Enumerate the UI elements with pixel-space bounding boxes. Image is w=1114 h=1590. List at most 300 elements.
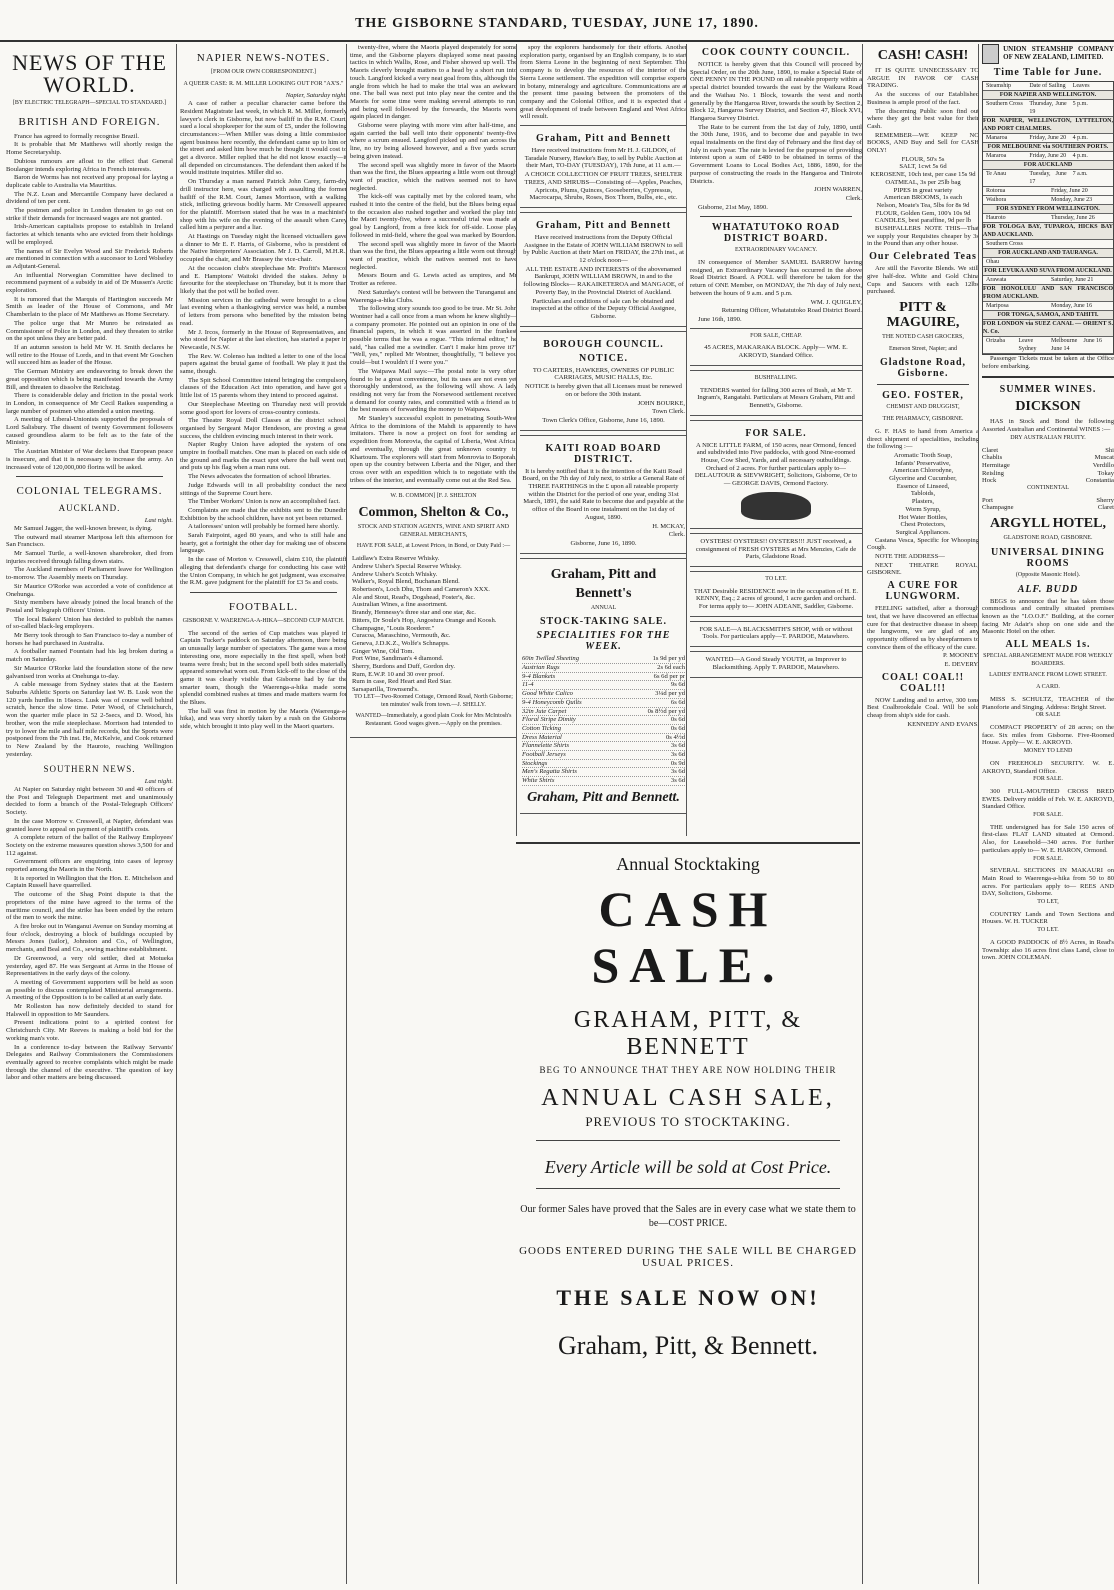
speciality-row — [522, 664, 685, 673]
article-paragraph: The Spit School Committee intend bringing the compulsory clauses of the Education Act into operation, and have got a little list of 15 parents whom they intend to proceed against. — [180, 376, 347, 400]
coal-body: NOW Landing and to arrive, 300 tons Best Coalbrookdale Coal. Will be sold cheap from ship's side for cash. — [867, 696, 979, 720]
speciality-row — [522, 777, 685, 786]
speciality-name: Football Jerseys — [522, 751, 566, 759]
divider — [982, 376, 1114, 378]
speciality-price: 1s 9d per yd — [652, 655, 685, 663]
section-colonial-telegrams: COLONIAL TELEGRAMS. — [16, 485, 163, 498]
column-6 — [862, 44, 979, 1584]
sale3: THE undersigned has for Sale 150 acres of first-class FLAT LAND situated at Ormond. Also, for Leasehold—340 acres. For further particulars apply to— W. E. HARON, Ormond. — [982, 823, 1114, 854]
auckland-date: Last night. — [144, 517, 173, 525]
article-paragraph: Dubious rumours are afloat to the effect that General Boulanger intends exploring Africa in French interests. — [6, 157, 173, 173]
farm-title: FOR SALE. — [745, 427, 807, 439]
speciality-price: 2s 6d each — [657, 664, 685, 672]
common-shelton-item: Robertson's, Loch Dhu, Thom and Cameron's XXX. — [352, 586, 490, 593]
speciality-name: White Shirts — [522, 777, 555, 785]
timetable-cell: Mariposa — [986, 303, 1009, 309]
cook-county-sign: JOHN WARREN, — [814, 186, 862, 194]
cook-county-role: Clerk. — [845, 194, 862, 202]
foster-item: Aromatic Tooth Soap, — [893, 451, 953, 459]
ad-graham-pitt-bennett-1 — [520, 125, 687, 208]
speciality-name: Dress Material — [522, 733, 562, 741]
column-7 — [978, 44, 1114, 1584]
meals: ALL MEALS 1s. — [1005, 639, 1091, 651]
makaraka-body: 45 ACRES, MAKARAKA BLOCK. Apply— WM. E. AKROYD, Standard Office. — [704, 344, 848, 360]
firm-name: GRAHAM, PITT, & BENNETT — [573, 1007, 803, 1060]
speciality-name: Cotton Ticking — [522, 724, 562, 732]
sale3-title: FOR SALE. — [1033, 812, 1063, 819]
foster-3: THE PHARMACY, GISBORNE. — [882, 416, 964, 423]
southern-date: Last night. — [144, 778, 173, 786]
wine-left: Chablis — [982, 454, 1003, 462]
article-paragraph: France has agreed to formally recognise Brazil. — [14, 132, 140, 140]
ad-bushfalling — [690, 370, 862, 416]
common-shelton-title: Common, Shelton & Co., — [358, 505, 509, 521]
article-paragraph: The Waipawa Mail says:—The postal note is very often found to be a great convenience, but its uses are not even yet thoroughly understood, as the following will show. A lady residing not very far from the Norsewood settlement received a demand for county rates, and committed with a friend as to the best means of forwarding the money to Waipawa. — [350, 367, 517, 414]
article-paragraph: The Austrian Minister of War declares that European peace is insecure, and that it is necessary to increase the army. An increased vote of 120,000,000 florins will be asked. — [6, 448, 173, 471]
wine-right: Muscat — [1094, 454, 1114, 462]
stocktaking-line2: Bennett's — [575, 585, 632, 601]
wine-row — [982, 462, 1114, 470]
note-address-2: NEXT THEATRE ROYAL, GISBORNE. — [867, 561, 979, 577]
article-paragraph: The German Ministry are endeavoring to break down the great opposition which is being manifested towards the Army Bill, and threaten to dissolve the Reichstag. — [6, 368, 173, 391]
timetable-cell: Southern Cross — [986, 101, 1023, 107]
wanted-cook: WANTED—Immediately, a good plain Cook for Mrs McIntosh's Restaurant. Good wages given.—Apply on the premises. — [355, 713, 512, 727]
masthead — [0, 0, 1114, 42]
foster-title: GEO. FOSTER, — [882, 390, 964, 402]
speciality-row — [522, 768, 685, 777]
article-paragraph: Mission services in the cathedral were brought to a close last evening when a thanksgiving service was held, a number of letters from persons who benefited by the mission being read. — [180, 296, 347, 327]
speciality-name: Floral Stripe Dimity — [522, 716, 576, 724]
sheep-illustration — [741, 492, 811, 520]
universal: UNIVERSAL DINING ROOMS — [990, 546, 1106, 569]
speciality-row — [522, 699, 685, 708]
column-4 — [516, 44, 687, 836]
farm-body: A NICE LITTLE FARM, of 150 acres, near Ormond, fenced and subdivided into Five paddocks, with good Nine-roomed House, Cow Shed, Yards, and all necessary outbuildings. Orchard of 2 acres. For further particulars apply to— DELAUTOUR & SIEVWRIGHT, Solicitors, Gisborne, Or to— GEORGE DAVIS, Ormond Factory. — [694, 441, 858, 488]
article-paragraph: Napier Rugby Union have adopted the system of one umpire in football matches. One man is placed on each side of the ground and marks the exact spot where the ball went out, and puts up his flag when a man runs out. — [180, 441, 347, 472]
stocktaking-ad — [520, 558, 687, 814]
column-2 — [176, 44, 347, 1584]
cook-county-title: COOK COUNTY COUNCIL. — [701, 47, 851, 58]
stocktaking-footer: Graham, Pitt and Bennett. — [527, 789, 680, 805]
pitt-maguire: PITT & MAGUIRE, — [886, 299, 960, 330]
timetable-cell: Orizaba — [986, 338, 1005, 344]
wine-left: Hock — [982, 477, 997, 485]
wine-right: Constantia — [1085, 477, 1114, 485]
article-paragraph: A meeting of Liberal-Unionists supported the proposals of Lord Salisbury. The dissent of twenty Government followers caused groundless alarm to be felt as to the fate of the Ministry. — [6, 416, 173, 447]
article-paragraph: A meeting of Government supporters will be held as soon as possible to discuss contemplated Ministerial arrangements. A meeting of the Opposition is to be called at an early date. — [6, 978, 173, 1002]
foster-item: Worm Syrup, — [905, 505, 941, 513]
napier-articles — [180, 100, 347, 587]
borough-council-notice — [520, 331, 687, 431]
napier-lead: A QUEER CASE: R. M. MILLER LOOKING OUT FOR "AX'S." — [183, 80, 344, 87]
price-item: SALT, 1cwt 5s 6d — [899, 163, 947, 171]
schultz: MISS S. SCHULTZ, TEACHER of the Pianoforte and Singing. Address: Bright Street. — [982, 695, 1114, 711]
article-paragraph: Gisborne were playing with more vim after half-time, and again carried the ball well into their opponents' twenty-five where a scrum ensued. Langford picked up and ran across the line, no try being allowed however, and a five yards scrum being given instead. — [350, 122, 517, 160]
speciality-name: 9-4 Blankets — [522, 672, 556, 680]
coal-sign: KENNEDY AND EVANS. — [907, 720, 979, 728]
article-paragraph: Present indications point to a spirited contest for Christchurch City. Mr Reeves is making a bold bid for the working man's vote. — [6, 1019, 173, 1042]
timetable-row — [983, 337, 1113, 354]
stocktaking-line4: STOCK-TAKING SALE. — [539, 616, 668, 628]
speciality-row — [522, 708, 685, 717]
article-paragraph: The following story sounds too good to be true. Mr St. John Wontner had a call once from a man whom he knew slightly—a company promoter. He pointed out an opinion in one of the financial papers, in which it was asserted in the frankest possible terms that he was a rogue. "This infernal editor," he said, "has called me a swindler. Can't I make him prove it?" "Well, yes," replied Mr Wontner, thoughtfully, "I believe you could—but I wouldn't if I were you." — [350, 305, 517, 367]
borough-body: NOTICE is hereby given that all Licenses must be renewed on or before the 30th instant. — [525, 383, 682, 398]
lungworm-title: A CURE FOR LUNGWORM. — [885, 580, 961, 603]
timetable-cell: Southern Cross — [986, 241, 1023, 247]
cost-price-line: Every Article will be sold at Cost Price. — [544, 1157, 832, 1177]
lungworm-sign2: E. DEVERY. — [944, 661, 979, 669]
divider — [16, 476, 163, 477]
timetable-cell: June 16 — [1083, 338, 1102, 344]
common-shelton-item: Sarsaparilla, Townsend's. — [352, 686, 419, 694]
annual-cash-sale: ANNUAL CASH SALE, — [541, 1085, 835, 1111]
timetable-cell: Thursday, June 26 — [1051, 215, 1095, 221]
divider — [877, 384, 969, 385]
price-item: OATMEAL, 3s per 25lb bag — [885, 178, 961, 186]
ad1-title: Graham, Pitt and Bennett — [535, 133, 672, 145]
wine-row — [982, 447, 1114, 455]
speciality-row — [522, 681, 685, 690]
timetable-cell: Rotorua — [986, 188, 1006, 194]
speciality-price: 9s 6d — [670, 681, 685, 689]
speciality-name: Good White Calico — [522, 690, 573, 698]
price-item: American BROOMS, 1s each — [883, 194, 963, 202]
column-5 — [686, 44, 862, 836]
continental-list — [982, 497, 1114, 512]
timetable-row — [983, 240, 1113, 249]
common-shelton-item: Walker's, Royal Blend, Buchanan Blend. — [352, 578, 460, 586]
article-paragraph: Baron de Worms has not received any proposal for laying a duplicate cable to Australia via Mauritius. — [6, 174, 173, 189]
castana: Castana Vesca, Specific for Whooping Cough. — [867, 536, 979, 552]
foster-4: G. F. HAS to hand from America a direct shipment of specialities, including the following :— — [867, 427, 979, 451]
previous-line: PREVIOUS TO STOCKTAKING. — [585, 1114, 791, 1129]
sale1-title: OR SALE — [1035, 712, 1061, 719]
kaiti-body: It is hereby notified that it is the intention of the Kaiti Road Board, on the 7th day of July next, to strike a General Rate of THREE FARTHINGS in the £ upon all rateable property within the District for the period of one year, ending 31st March, 1891, the said Rate to become due and payable at the office of the Board in one instalment on the 1st day of August, 1890. — [522, 467, 685, 521]
timetable-cell: Arawata — [986, 277, 1007, 283]
kaiti-title: KAITI ROAD BOARD DISTRICT. — [545, 442, 662, 465]
pitt-maguire-2: THE NOTED CASH GROCERS, — [882, 333, 964, 340]
cash4: REMEMBER—WE KEEP NO BOOKS, AND Buy and Sell for CASH ONLY! — [867, 131, 979, 155]
common-shelton-sub: STOCK AND STATION AGENTS, WINE AND SPIRIT AND GENERAL MERCHANTS, — [357, 524, 510, 538]
article-paragraph: Mr Samuel Jagger, the well-known brewer, is dying. — [14, 524, 153, 532]
foster-item: Plasters, — [911, 498, 935, 506]
article-paragraph: Mr Samuel Turtle, a well-known sharebroker, died from injuries received through falling down stairs. — [6, 550, 173, 565]
timetable-group-head: FOR NAPIER AND WELLINGTON. — [983, 91, 1113, 100]
wine-right: Tokay — [1097, 469, 1114, 477]
borough-title: BOROUGH COUNCIL. — [543, 338, 664, 350]
budd-body: BEGS to announce that he has taken those commodious and centrally situated premises known as the "I.O.O.F." Building, at the corner facing Mr Adair's shop on one side and the Masonic Hotel on the other. — [982, 597, 1114, 636]
timetable-group-head: FOR AUCKLAND AND TAURANGA. — [983, 249, 1113, 258]
price-list — [867, 156, 979, 225]
annual-heading: Annual Stocktaking — [616, 854, 760, 874]
speciality-row — [522, 725, 685, 734]
article-paragraph: A fire broke out in Wanganui Avenue on Sunday morning at four o'clock, destroying a block of buildings occupied by Messrs Jones (tailor), Johnston and Co., of Wellington, merchants, and Beal and Co., sewing machine establishment. — [6, 922, 173, 954]
timetable-cell: Hauroto — [986, 215, 1006, 221]
article-paragraph: The N.Z. Loan and Mercantile Company have declared a dividend of ten per cent. — [6, 190, 173, 206]
article-paragraph: An influential Norwegian Committee have declined to recommend payment of a subsidy in aid of Dr Mussen's Arctic exploration. — [6, 271, 173, 295]
speciality-name: 32in Jute Carpet — [522, 707, 567, 715]
common-shelton-item: Curacoa, Maraschino, Vermouth, &c. — [352, 632, 451, 640]
cook-county-body2: The Rate to be current from the 1st day of July, 1890, until the 30th June, 1916, and to become due and payable in two equal instalments on the first day of February and the first day of July in each year. The rate is levied for the purpose of providing interest upon a sum of £480 to be obtained in terms of the Government Loans to Local Bodies Act, 1886, 1890, for the purpose of constructing the roads in the Hangaroa and Tiniroto Districts. — [690, 123, 862, 185]
summer-wines: SUMMER WINES. — [999, 384, 1097, 396]
kaiti-role: Clerk. — [668, 531, 685, 539]
common-shelton-item: Brandy, Hennessy's three star and one star, &c. — [352, 609, 476, 617]
article-paragraph: There is considerable delay and friction in the postal work in London, in consequence of Mr Cecil Raikes suspending a large number of postmen who attended a union meeting. — [6, 392, 173, 415]
cash-cash-title: CASH! CASH! — [877, 48, 969, 63]
common-shelton-item: Bitters, Dr Soule's Hop, Angostura Orange and Koosh. — [352, 616, 497, 624]
bushfalling-body: TENDERS wanted for falling 300 acres of Bush, at Mr T. Ingram's, Rangatahi. Particulars at Messrs Graham, Pitt and Bennett's, Gisborne. — [697, 386, 855, 409]
article-paragraph: It is rumored that the Marquis of Hartington succeeds Mr Smith as leader of the House of Commons, and Mr Chamberlain to the place of Mr Matthews as Home Secretary. — [6, 295, 173, 319]
divider — [536, 1140, 840, 1141]
ad2-title: Graham, Pitt and Bennett — [535, 219, 672, 231]
foster-2: CHEMIST AND DRUGGIST, — [886, 404, 960, 411]
timetable-cell: Melbourne June 14 — [1051, 338, 1078, 352]
price-item: Nelson, Moate's Tea, 5lbs for 8s 9d — [876, 201, 970, 209]
article-paragraph: Sir Maurice O'Rorke laid the foundation stone of the new galvanised iron works at Onehunga to-day. — [6, 664, 173, 680]
timetable-group-head: FOR MELBOURNE via SOUTHERN PORTS. — [983, 143, 1113, 152]
bushfalling-title: BUSHFALLING. — [754, 374, 798, 381]
speciality-row — [522, 751, 685, 760]
article-paragraph: At Hastings on Tuesday night the licensed victuallers gave a dinner to Mr E. F. Harris, of Gisborne, who is president of the Native Interpreters' Association. Mr J. D. Carroll, M.H.R., occupied the chair, and Mr Brassey the vice-chair. — [180, 233, 347, 264]
speciality-price: 3s 6d — [670, 742, 685, 750]
kaiti-notice — [520, 435, 687, 554]
news-of-the-world-title: NEWS OF THE WORLD. — [12, 50, 167, 97]
timetable-col-header: Date of Sailing — [1029, 83, 1066, 89]
timetable-cell: Friday, June 20 — [1029, 135, 1067, 141]
annual-stocktaking-ad — [516, 842, 860, 1578]
article-paragraph: The outward mail steamer Mariposa left this afternoon for San Francisco. — [6, 533, 173, 549]
let1: COUNTRY Lands and Town Sections and Houses. W. H. TUCKER — [982, 910, 1114, 926]
common-shelton-item: Laidlaw's Extra Reserve Whisky. — [352, 555, 440, 563]
speciality-price: 0s 6d — [670, 716, 685, 724]
article-paragraph: In the case of Morton v. Cresswell, claim £10, the plaintiff alleging that defendant's charge for conducting his case with the Union Company, in which he got judgment, was excessive, the R.M. gave judgment for the plaintiff for £3 5s and costs. — [180, 556, 347, 587]
whatatutoko-date: June 16th, 1890. — [698, 315, 742, 323]
common-shelton-item: Champagne, "Louis Roederer." — [352, 624, 435, 632]
article-paragraph: A tailoresses' union will probably be formed here shortly. — [188, 523, 340, 531]
former-sales-line: Our former Sales have proved that the Sales are in every case what we state them to be—COST PRICE. — [520, 1204, 856, 1229]
ad2-note: Particulars and conditions of sale can be obtained and inspected at the office of the Deputy Official Assignee, Gisborne. — [531, 297, 676, 320]
article-paragraph: It is reported in Wellington that the Hon. E. Mitchelson and Captain Russell have quarrelled. — [6, 874, 173, 890]
ad1-items: A CHOICE COLLECTION OF FRUIT TREES, SHELTER TREES, AND SHRUBS—Consisting of—Apples, Peaches, Apricots, Plums, Quinces, Gooseberries, Cypressus, Macrocarpa, Shrubs, Roses, Box Thorn, Bulbs, etc., etc. — [524, 171, 683, 202]
makaraka-title: FOR SALE, CHEAP. — [750, 332, 802, 339]
football-match: GISBORNE V. WAERENGA-A-HIKA—SECOND CUP MATCH. — [182, 618, 345, 624]
speciality-price: 3s 6d — [670, 751, 685, 759]
speciality-row — [522, 734, 685, 743]
speciality-price: 3s 6d — [670, 777, 685, 785]
article-paragraph: Next Saturday's contest will be between the Turanganui and Waerenga-a-hika Clubs. — [350, 288, 517, 304]
ad1-body: Have received instructions from Mr H. J. GILDON, of Taradale Nursery, Hawke's Bay, to sell by Public Auction at their Mart, TO-DAY (TUESDAY), 17th June, at 11 a.m.— — [524, 147, 683, 170]
sale2: 300 FULL-MOUTHED CROSS BRED EWES. Delivery middle of Feb. W. E. AKROYD, Standard Office. — [982, 787, 1114, 811]
budd: ALF. BUDD — [1017, 583, 1079, 595]
price-item: FLOUR, Golden Gem, 100's 10s 9d — [875, 209, 971, 217]
timetable-group-head: FOR LEVUKA AND SUVA FROM AUCKLAND. — [984, 268, 1112, 274]
price-item: FLOUR, 50's 5s — [901, 155, 945, 163]
timetable-cell: Saturday, June 21 — [1051, 277, 1094, 283]
speciality-name: 11-4 — [522, 681, 534, 689]
stocktaking-line1: Graham, Pitt and — [550, 566, 657, 582]
timetable-row — [983, 152, 1113, 161]
dickson-body: HAS in Stock and Bond the following Assorted Australian and Continental WINES :— — [982, 418, 1114, 434]
whatatutoko-sign: WM. J. QUIGLEY, — [810, 298, 862, 306]
article-paragraph: Irish-American capitalists propose to establish in Ireland factories at which tenants who are evicted from their holdings will be employed. — [6, 223, 173, 246]
article-paragraph: The postmen and police in London threaten to go out on strike if their demands for increased wages are not granted. — [6, 207, 173, 222]
speciality-price: 6s 6d — [670, 698, 685, 706]
lungworm-sign1: P. MOONEY. — [943, 652, 979, 660]
firm-signature: Graham, Pitt, & Bennett. — [558, 1331, 818, 1360]
common-shelton-item: Ginger Wine, Old Tom. — [352, 647, 415, 655]
timetable-cell: 4 p.m. — [1072, 135, 1088, 141]
article-paragraph: Dr Greenwood, a very old settler, died at Motueka yesterday, aged 87. He was Sergeant at Arms in the House of Representatives in the early days of the colony. — [6, 954, 173, 978]
article-paragraph: The local Bakers' Union has decided to publish the names of so-called black-leg employers. — [6, 615, 173, 631]
article-paragraph: The Auckland members of Parliament leave for Wellington to-morrow. The Assembly meets on Thursday. — [6, 566, 173, 582]
timetable-cell: Tuesday, June 17 — [1029, 171, 1067, 185]
blacksmith-body: FOR SALE—A BLACKSMITH'S SHOP, with or without Tools. For particulars apply—T. PARDOE, Matawhero. — [699, 625, 853, 641]
article-paragraph: The names of Sir Evelyn Wood and Sir Frederick Roberts are mentioned in connection with a successor to Lord Wolseley as Adjutant-General. — [6, 247, 173, 270]
continental: CONTINENTAL — [1027, 485, 1069, 492]
byline: [BY ELECTRIC TELEGRAPH—SPECIAL TO STANDARD.] — [12, 100, 167, 106]
timetable-cell: Leave Sydney — [1018, 338, 1037, 352]
timetable-col-header: Steamship — [986, 83, 1011, 89]
dickson: DICKSON — [1015, 399, 1081, 415]
speciality-name: Austrian Rugs — [522, 664, 560, 672]
timetable-row — [983, 276, 1113, 285]
column-3 — [346, 44, 517, 1584]
common-shelton-item: Ale and Stout, Read's, Dogshead, Foster's, &c. — [352, 593, 476, 601]
article-paragraph: Mr Rolleston has now definitely decided to stand for Halswell in opposition to Mr Saunders. — [6, 1003, 173, 1018]
common-shelton-item: Sherry, Burdons and Duff, Gordon dry. — [352, 663, 456, 671]
wine-right: Claret — [1097, 504, 1114, 512]
common-shelton-item: Port Wine, Sandiman's 4 diamond. — [352, 655, 444, 663]
article-paragraph: Government officers are enquiring into cases of leprosy reported among the Maoris in the North. — [6, 858, 173, 874]
article-paragraph: The Timber Workers' Union is now an accomplished fact. — [188, 498, 340, 506]
column-1 — [6, 44, 173, 1584]
stocktaking-line5: SPECIALITIES FOR THE WEEK. — [536, 630, 671, 653]
article-paragraph: At the occasion club's steeplechase Mr. Profitt's Marescoi and E. Hamptons' Waitoki divided the stakes. Jehny is favourite for the steeplechase on Thursday, but it is more than likely that the pot will be boiled over. — [180, 264, 347, 295]
timetable-cell: Friday, June 20 — [1029, 153, 1067, 159]
article-paragraph: At Napier on Saturday night between 30 and 40 officers of the Post and Telegraph Department met and unanimously decided to form a branch of the Postal-Telegraph Officers' Society. — [6, 786, 173, 817]
timetable-cell: 4 p.m. — [1072, 153, 1088, 159]
football-title: FOOTBALL. — [228, 601, 299, 613]
column-3-articles — [350, 44, 517, 738]
speciality-price: 0s 9d — [670, 759, 685, 767]
cash2: As the success of our Established Business is ample proof of the fact. — [867, 91, 979, 106]
common-shelton-item: Andrew Usher's Special Reserve Whisky. — [352, 562, 462, 570]
timetable-cell: Waihora — [986, 197, 1007, 203]
timetable-group-head: FOR TONGA, SAMOA, AND TAHITI. — [983, 311, 1113, 320]
speciality-name: Flannelette Shirts — [522, 742, 570, 750]
teas-body: Are still the Favorite Blends. We still give half-doz. White and Gold China Cups and Saucers with each 12lbs purchased. — [867, 265, 979, 296]
borough-role: Town Clerk. — [652, 408, 685, 416]
teas-title: Our Celebrated Teas — [869, 251, 977, 263]
foster-item: Chest Protectors, — [900, 521, 946, 529]
ladies-entrance: LADIES' ENTRANCE FROM LOWE STREET. — [989, 672, 1107, 679]
timetable-cell: 5 p.m. — [1072, 101, 1088, 107]
timetable-cell: Monday, June 16 — [1051, 303, 1093, 309]
timetable-row — [983, 134, 1113, 143]
common-shelton-item: Australian Wines, a fine assortment. — [352, 601, 448, 609]
wine-left: Claret — [982, 446, 999, 454]
sale1: COMPACT PROPERTY of 28 acres; on the face. Six miles from Gisborne. Five-Roomed House. Apply— W. E. AKROYD. — [982, 723, 1114, 747]
specialities-list — [522, 655, 685, 786]
wine-right: Verdillo — [1092, 461, 1114, 469]
speciality-price: 6s 6d per pr — [653, 672, 685, 680]
speciality-row — [522, 742, 685, 751]
common-shelton-item: Rum, E.W.P. 10 and 30 over proof. — [352, 670, 445, 678]
wine-left: Champagne — [982, 504, 1014, 512]
foster-items — [867, 452, 979, 537]
money-title: MONEY TO LEND — [1023, 748, 1073, 755]
ad-common-shelton — [350, 488, 517, 737]
article-paragraph: It is probable that Mr Matthews will shortly resign the Home Secretaryship. — [6, 141, 173, 157]
masthead-title: THE GISBORNE STANDARD, TUESDAY, JUNE 17, 1890. — [355, 16, 759, 31]
foster-item: Surgical Appliances. — [895, 528, 951, 536]
whatatutoko-sub: EXTRAORDINARY VACANCY. — [734, 247, 818, 254]
wine-left: Hermitage — [982, 461, 1010, 469]
article-paragraph: In a conference to-day between the Railway Servants' Delegates and Railway Commissioners the Commissioners eventually agreed to receive complaints which might be made through the channel of the executive. The question of key labor and other matters are being discussed. — [6, 1043, 173, 1082]
stocktaking-line3: ANNUAL — [590, 604, 617, 611]
foster-item: Essence of Linseed, — [896, 482, 950, 490]
article-paragraph: A case of rather a peculiar character came before the Resident Magistrate last week, in which R. M. Miller, formerly lawyer's clerk in Gisborne, but now bailiff in the R.M. Court, sued a local shopkeeper for the sum of £5, under the following circumstances:—When Miller was doing a little commission agent business here recently, the defendant came up to him on the street and asked him how much he thought it would cost to get a divorce. Miller replied that he did not know exactly—it all depended on circumstances. The defendant then asked if he would institute inquiries. Miller did so. — [180, 100, 347, 177]
timetable-cell: Ohau — [986, 259, 999, 265]
article-paragraph: Our Steeplechase Meeting on Thursday next will provide some good sport for lovers of cross-country contests. — [180, 400, 347, 416]
timetable-note: Passenger Tickets must be taken at the Office before embarking. — [982, 355, 1114, 370]
common-shelton-item: Andrew Usher's Scotch Whisky. — [352, 570, 438, 578]
ad-makaraka — [690, 328, 862, 366]
divider — [700, 216, 852, 217]
pitt-maguire-4: Gladstone Road, Gisborne. — [879, 357, 967, 380]
to-let-title: TO LET. — [765, 575, 787, 582]
cash-sale-heading: CASH SALE. — [591, 881, 785, 993]
common-shelton-head: W. B. COMMON] [F. J. SHELTON — [390, 493, 477, 500]
let1-title: TO LET, — [1037, 899, 1059, 906]
card: A CARD. — [1036, 684, 1060, 691]
borough-notice: NOTICE. — [579, 352, 628, 364]
speciality-price: 3¼d per yd — [655, 690, 685, 698]
article-paragraph: Mr Stanley's successful exploit in penetrating South-West Africa to the dominions of the Mahdi is apparently to have imitators. There is now a project on foot for sending an expedition from Monrovia, the capital of Liberia, West Africa, and eventually, through the great unknown country to Khartoum. The explorers will start from Monrovia to Boporah, open up the country between Liberia and the Niger, and then cross over with an expedition which is to negotiate with the tribes of the interior, and eventually come out at the Red Sea. — [350, 415, 517, 484]
timetable-group-head: FOR AUCKLAND — [983, 161, 1113, 170]
timetable-row — [983, 187, 1113, 196]
article-paragraph: The outcome of the Shag Point dispute is that the proprietors of the mine have agreed to the terms of the maritime council, and the strike has been ended by the return of the men to work the mine. — [6, 891, 173, 922]
cash1: IT IS QUITE UNNECESSARY TO ARGUE IN FAVOR OF CASH TRADING. — [867, 67, 979, 90]
ad-blacksmith — [690, 621, 862, 647]
foster-item: Infants' Preservative, — [895, 459, 951, 467]
british-foreign-articles — [6, 133, 173, 472]
timetable-col-header: Leaves — [1072, 83, 1090, 89]
timetable-row — [983, 214, 1113, 223]
wine-right: Sherry — [1096, 496, 1114, 504]
auckland-articles — [6, 525, 173, 758]
kaiti-sign: H. MCKAY, — [652, 522, 685, 530]
ad-wanted-youth — [690, 651, 862, 677]
to-let-cottage: TO LET—Two-Roomed Cottage, Ormond Road, North Gisborne; ten minutes' walk from town.—J. SHELLY. — [354, 693, 513, 708]
timetable-cell: Mararoa — [986, 153, 1007, 159]
napier-news-title: NAPIER NEWS-NOTES. — [196, 52, 331, 64]
pitt-maguire-3: Emerson Street, Napier; and — [889, 345, 957, 352]
oysters-body: OYSTERS! OYSTERS!! OYSTERS!!! JUST received, a consignment of FRESH OYSTERS at Mrs Menzies, Cafe de Paris, Gladstone Road. — [695, 537, 857, 561]
article-paragraph: Messrs Bourn and G. Lewis acted as umpires, and Mr Trotter as referee. — [350, 272, 517, 288]
timetable-row — [983, 170, 1113, 187]
dry-fruity: DRY AUSTRALIAN FRUITY. — [1010, 434, 1086, 441]
subhead-southern-news: SOUTHERN NEWS. — [43, 764, 136, 775]
subhead-auckland: AUCKLAND. — [58, 503, 121, 514]
continental-row — [982, 504, 1114, 512]
article-paragraph: The News advocates the formation of school libraries. — [188, 473, 331, 481]
argyll: ARGYLL HOTEL, — [990, 516, 1106, 532]
sale4: SEVERAL SECTIONS IN MAKAURI on Main Road to Waerenga-a-hika from 50 to 80 acres. For particulars apply to— REES AND DAY, Solicitors, Gisborne. — [982, 867, 1114, 898]
timetable-cell: Thursday, June 19 — [1029, 101, 1067, 115]
whatatutoko-title: WHATATUTOKO ROAD DISTRICT BOARD. — [711, 222, 841, 245]
wine-left: Reisling — [982, 469, 1004, 477]
